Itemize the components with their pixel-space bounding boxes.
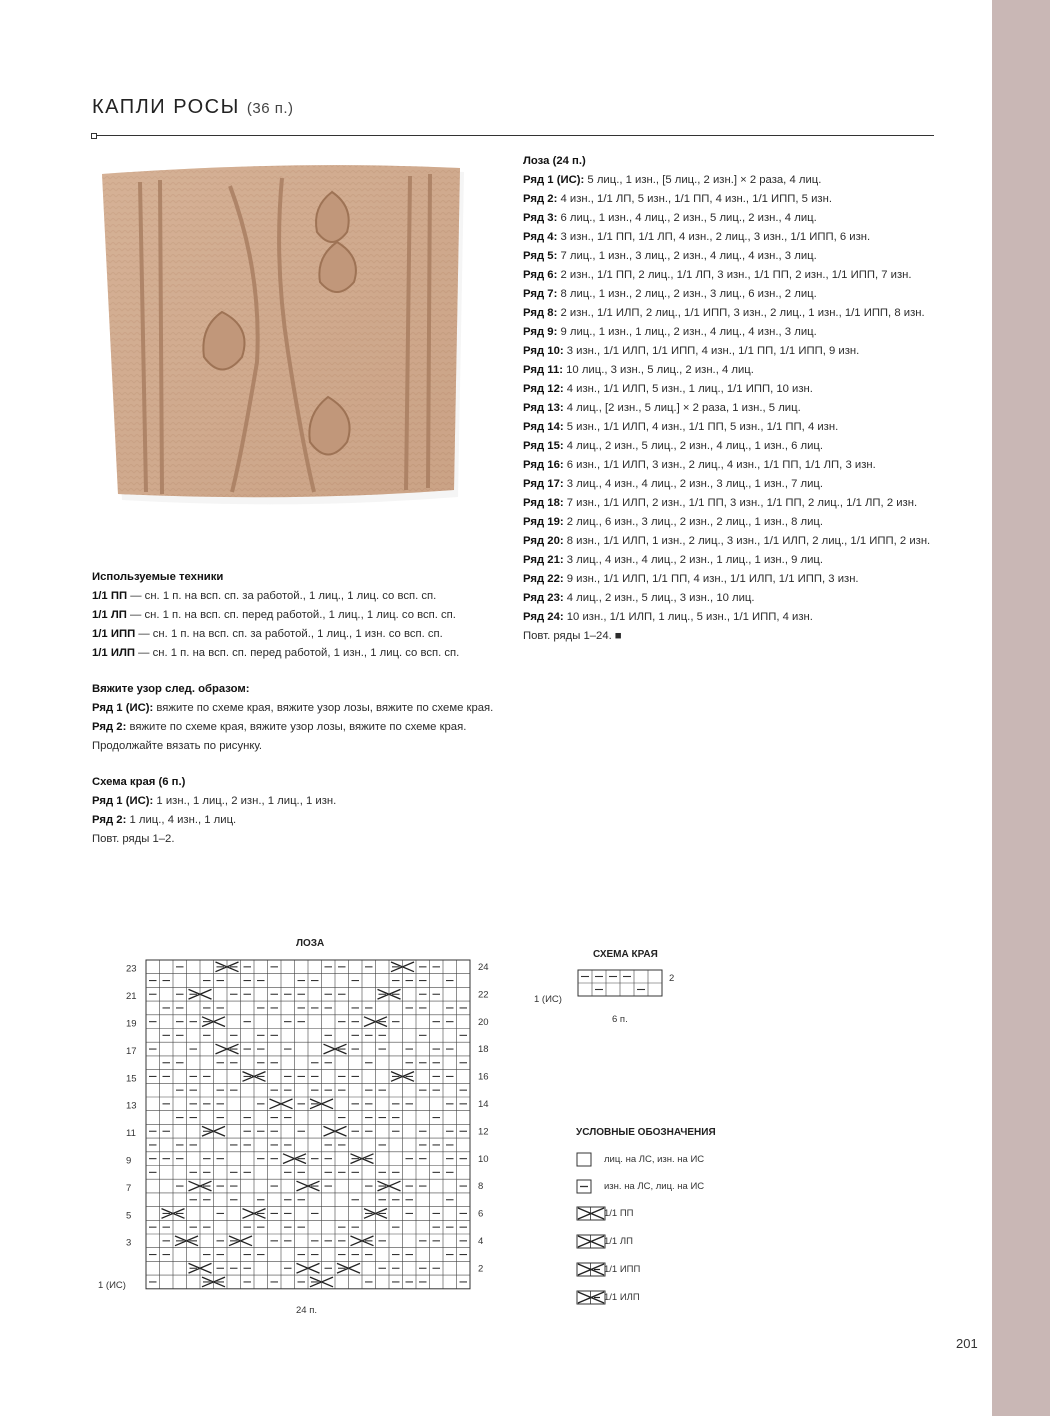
empty-square-icon [576, 1152, 592, 1168]
row-number-right: 6 [478, 1208, 484, 1220]
edge-term: Ряд 2: [92, 814, 127, 826]
pattern-text: вяжите по схеме края, вяжите узор лозы, вяжите по схеме края. [153, 702, 494, 714]
stitch-count-label: 24 п. [296, 1304, 317, 1316]
vine-row-term: Ряд 20: [523, 535, 564, 547]
vine-row-text: 3 изн., 1/1 ИЛП, 1/1 ИПП, 4 изн., 1/1 ПП, 1/1 ИПП, 9 изн. [563, 345, 860, 357]
vine-row-text: 9 лиц., 1 изн., 1 лиц., 2 изн., 4 лиц., 4 изн., 3 лиц. [557, 326, 817, 338]
purl-cross-right-icon [576, 1262, 606, 1278]
vine-row-text: 7 лиц., 1 изн., 3 лиц., 2 изн., 4 лиц., 4 изн., 3 лиц. [557, 250, 817, 262]
vine-row-term: Ряд 6: [523, 269, 558, 281]
vine-row-term: Ряд 19: [523, 516, 564, 528]
vine-row-line [523, 190, 930, 209]
technique-text: — сн. 1 п. на всп. сп. перед работой., 1 лиц., 1 лиц. со всп. сп. [126, 609, 456, 621]
vine-row-text: 3 изн., 1/1 ПП, 1/1 ЛП, 4 изн., 2 лиц., 3 изн., 1/1 ИПП, 6 изн. [557, 231, 871, 243]
vine-row-term: Ряд 11: [523, 364, 563, 376]
technique-line [92, 625, 493, 644]
vine-row-term: Ряд 22: [523, 573, 564, 585]
technique-text: — сн. 1 п. на всп. сп. за работой., 1 лиц., 1 лиц. со всп. сп. [127, 590, 437, 602]
pattern-line [92, 699, 493, 718]
legend-title: УСЛОВНЫЕ ОБОЗНАЧЕНИЯ [576, 1127, 716, 1138]
edge-text: 1 изн., 1 лиц., 2 изн., 1 лиц., 1 изн. [153, 795, 337, 807]
legend-label: 1/1 ИПП [604, 1264, 641, 1275]
legend-label: 1/1 ПП [604, 1208, 634, 1219]
vine-row-text: 2 изн., 1/1 ПП, 2 лиц., 1/1 ЛП, 3 изн., 1/1 ПП, 2 изн., 1/1 ИПП, 7 изн. [557, 269, 912, 281]
legend-item [576, 1234, 633, 1250]
technique-line [92, 644, 493, 663]
dash-square-icon [576, 1179, 592, 1195]
purl-cross-left-icon [576, 1290, 606, 1306]
vine-row-text: 4 лиц., 2 изн., 5 лиц., 3 изн., 10 лиц. [563, 592, 755, 604]
vine-row-text: 8 лиц., 1 изн., 2 лиц., 2 изн., 3 лиц., 6 изн., 2 лиц. [557, 288, 817, 300]
row-number-right: 22 [478, 989, 489, 1001]
row-number-left: 15 [126, 1073, 137, 1085]
title-stitch-count: (36 п.) [246, 100, 294, 117]
vine-row-text: 4 лиц., [2 изн., 5 лиц.] × 2 раза, 1 изн., 5 лиц. [563, 402, 801, 414]
vine-row-text: 9 изн., 1/1 ИЛП, 1/1 ПП, 4 изн., 1/1 ИЛП, 1/1 ИПП, 3 изн. [563, 573, 859, 585]
title-rule [92, 135, 934, 136]
row-number-left: 5 [126, 1210, 132, 1222]
vine-row-text: 2 изн., 1/1 ИЛП, 2 лиц., 1/1 ИПП, 3 изн., 2 лиц., 1 изн., 1/1 ИПП, 8 изн. [557, 307, 925, 319]
vine-row-line [523, 399, 930, 418]
vine-row-term: Ряд 14: [523, 421, 564, 433]
row-number-left: 23 [126, 963, 137, 975]
vine-row-text: 3 лиц., 4 изн., 4 лиц., 2 изн., 3 лиц., 1 изн., 7 лиц. [563, 478, 824, 490]
vine-row-term: Ряд 8: [523, 307, 558, 319]
edge-chart [530, 966, 690, 1026]
vine-row-line [523, 342, 930, 361]
legend-item [576, 1206, 634, 1222]
row-number-right: 8 [478, 1181, 484, 1193]
technique-text: — сн. 1 п. на всп. сп. перед работой, 1 изн., 1 лиц. со всп. сп. [135, 647, 460, 659]
row-number-right: 12 [478, 1126, 489, 1138]
technique-term: 1/1 ИПП [92, 628, 136, 640]
legend-label: изн. на ЛС, лиц. на ИС [604, 1181, 705, 1192]
pattern-term: Ряд 2: [92, 721, 127, 733]
vine-row-term: Ряд 3: [523, 212, 558, 224]
title-rule-dot [91, 133, 97, 139]
edge-heading: Схема края (6 п.) [92, 776, 186, 788]
row-number-left: 7 [126, 1182, 132, 1194]
edge-text: 1 лиц., 4 изн., 1 лиц. [126, 814, 237, 826]
vine-row-term: Ряд 24: [523, 611, 564, 623]
vine-row-term: Ряд 21: [523, 554, 564, 566]
legend-item [576, 1152, 705, 1168]
left-text-column [92, 568, 493, 866]
row-number-right: 4 [478, 1236, 484, 1247]
vine-row-line [523, 285, 930, 304]
row-number-right: 16 [478, 1071, 489, 1083]
row-number-right: 2 [669, 973, 675, 984]
technique-term: 1/1 ЛП [92, 609, 127, 621]
row-number-right: 10 [478, 1153, 489, 1165]
legend-label: 1/1 ИЛП [604, 1292, 640, 1303]
vine-row-text: 4 изн., 1/1 ЛП, 5 изн., 1/1 ПП, 4 изн., 1/1 ИПП, 5 изн. [557, 193, 832, 205]
row-number-right: 20 [478, 1016, 489, 1028]
row-number-right: 18 [478, 1044, 489, 1056]
vine-row-line [523, 532, 930, 551]
legend-label: лиц. на ЛС, изн. на ИС [604, 1154, 705, 1165]
vine-row-line [523, 304, 930, 323]
pattern-term: Ряд 1 (ИС): [92, 702, 154, 714]
page-title [92, 96, 294, 119]
knit-swatch-image [92, 152, 490, 542]
vine-row-term: Ряд 5: [523, 250, 558, 262]
vine-row-text: 10 лиц., 3 изн., 5 лиц., 2 изн., 4 лиц. [563, 364, 754, 376]
vine-row-line [523, 475, 930, 494]
vine-rows [523, 171, 930, 627]
pattern-line [92, 718, 493, 737]
vine-row-line [523, 608, 930, 627]
vine-row-line [523, 209, 930, 228]
vine-row-term: Ряд 17: [523, 478, 564, 490]
vine-row-text: 4 изн., 1/1 ИЛП, 5 изн., 1 лиц., 1/1 ИПП, 10 изн. [563, 383, 813, 395]
vine-row-line [523, 323, 930, 342]
vine-heading: Лоза (24 п.) [523, 155, 586, 167]
row-number-left: 21 [126, 991, 137, 1003]
stitch-count-label: 6 п. [612, 1014, 628, 1025]
vine-row-line [523, 551, 930, 570]
page-number: 201 [956, 1336, 978, 1351]
row-number-left: 19 [126, 1018, 137, 1030]
vine-row-line [523, 380, 930, 399]
vine-row-text: 4 лиц., 2 изн., 5 лиц., 2 изн., 4 лиц., 1 изн., 6 лиц. [563, 440, 824, 452]
vine-row-term: Ряд 7: [523, 288, 558, 300]
pattern-text: вяжите по схеме края, вяжите узор лозы, вяжите по схеме края. [126, 721, 467, 733]
vine-row-text: 8 изн., 1/1 ИЛП, 1 изн., 2 лиц., 3 изн., 1/1 ИЛП, 2 лиц., 1/1 ИПП, 2 изн. [563, 535, 931, 547]
vine-row-term: Ряд 18: [523, 497, 564, 509]
pattern-heading: Вяжите узор след. образом: [92, 683, 250, 695]
legend-label: 1/1 ЛП [604, 1236, 633, 1247]
technique-term: 1/1 ПП [92, 590, 128, 602]
vine-row-text: 7 изн., 1/1 ИЛП, 2 изн., 1/1 ПП, 3 изн., 1/1 ПП, 2 лиц., 1/1 ЛП, 2 изн. [563, 497, 918, 509]
vine-row-text: 6 изн., 1/1 ИЛП, 3 изн., 2 лиц., 4 изн., 1/1 ПП, 1/1 ЛП, 3 изн. [563, 459, 876, 471]
vine-row-line [523, 247, 930, 266]
vine-row-line [523, 589, 930, 608]
side-band [992, 0, 1050, 1416]
vine-row-term: Ряд 12: [523, 383, 564, 395]
vine-row-line [523, 418, 930, 437]
vine-row-line [523, 266, 930, 285]
edge-line [92, 811, 493, 830]
pattern-continue: Продолжайте вязать по рисунку. [92, 740, 263, 752]
edge-section [92, 773, 493, 849]
vine-chart-title: ЛОЗА [296, 938, 325, 949]
vine-row-term: Ряд 4: [523, 231, 558, 243]
row-number-right: 14 [478, 1099, 489, 1110]
cross-left-icon [576, 1234, 606, 1250]
vine-row-text: 10 изн., 1/1 ИЛП, 1 лиц., 5 изн., 1/1 ИПП, 4 изн. [563, 611, 813, 623]
vine-row-term: Ряд 13: [523, 402, 564, 414]
vine-row-term: Ряд 23: [523, 592, 564, 604]
vine-repeat: Повт. ряды 1–24. ■ [523, 630, 622, 642]
row-number-right: 24 [478, 962, 489, 973]
edge-repeat: Повт. ряды 1–2. [92, 833, 175, 845]
technique-line [92, 587, 493, 606]
vine-row-term: Ряд 15: [523, 440, 564, 452]
vine-row-text: 6 лиц., 1 изн., 4 лиц., 2 изн., 5 лиц., 2 изн., 4 лиц. [557, 212, 817, 224]
vine-row-term: Ряд 10: [523, 345, 564, 357]
vine-row-text: 5 лиц., 1 изн., [5 лиц., 2 изн.] × 2 раза, 4 лиц. [584, 174, 822, 186]
vine-row-line [523, 513, 930, 532]
pattern-section [92, 680, 493, 756]
vine-row-term: Ряд 16: [523, 459, 564, 471]
cross-right-icon [576, 1206, 606, 1222]
row-number-left: 9 [126, 1155, 132, 1167]
row-number-right: 2 [478, 1263, 484, 1275]
row-number-left: 17 [126, 1045, 137, 1057]
row-number-left: 13 [126, 1100, 137, 1112]
vine-row-line [523, 456, 930, 475]
edge-line [92, 792, 493, 811]
vine-row-text: 5 изн., 1/1 ИЛП, 4 изн., 1/1 ПП, 5 изн., 1/1 ПП, 4 изн. [563, 421, 839, 433]
row-number-left: 3 [126, 1237, 132, 1249]
vine-row-line [523, 171, 930, 190]
vine-row-line [523, 361, 930, 380]
edge-term: Ряд 1 (ИС): [92, 795, 154, 807]
techniques-heading: Используемые техники [92, 571, 224, 583]
vine-row-text: 2 лиц., 6 изн., 3 лиц., 2 изн., 2 лиц., 1 изн., 8 лиц. [563, 516, 824, 528]
vine-row-line [523, 494, 930, 513]
vine-row-line [523, 570, 930, 589]
first-row-label: 1 (ИС) [534, 994, 562, 1005]
legend-item [576, 1179, 705, 1195]
row-number-left: 11 [126, 1128, 136, 1140]
vine-row-term: Ряд 2: [523, 193, 558, 205]
vine-row-term: Ряд 1 (ИС): [523, 174, 585, 186]
vine-row-term: Ряд 9: [523, 326, 558, 338]
first-row-label: 1 (ИС) [98, 1279, 126, 1291]
technique-term: 1/1 ИЛП [92, 647, 136, 659]
vine-row-line [523, 437, 930, 456]
vine-chart [90, 956, 510, 1318]
title-text: КАПЛИ РОСЫ [92, 96, 240, 118]
vine-row-text: 3 лиц., 4 изн., 4 лиц., 2 изн., 1 лиц., 1 изн., 9 лиц. [563, 554, 824, 566]
legend-item [576, 1262, 641, 1278]
techniques-section [92, 568, 493, 663]
edge-chart-title: СХЕМА КРАЯ [593, 949, 658, 960]
legend-item [576, 1290, 640, 1306]
technique-text: — сн. 1 п. на всп. сп. за работой., 1 лиц., 1 изн. со всп. сп. [135, 628, 443, 640]
vine-text-column [523, 152, 930, 646]
vine-row-line [523, 228, 930, 247]
technique-line [92, 606, 493, 625]
